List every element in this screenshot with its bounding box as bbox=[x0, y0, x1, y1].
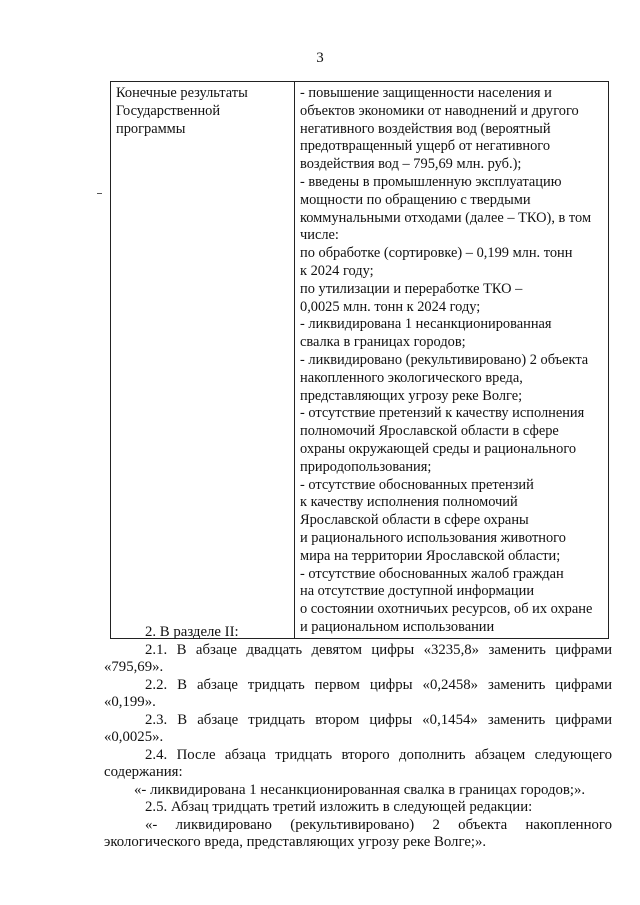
value-line: Ярославской области в сфере охраны bbox=[300, 512, 529, 529]
value-line: - отсутствие обоснованных жалоб граждан bbox=[300, 565, 564, 582]
value-cell bbox=[295, 82, 609, 639]
label-line: Конечные результаты bbox=[116, 85, 248, 101]
paragraph-2-3: 2.3. В абзаце тридцать втором цифры «0,1454» заменить цифрами bbox=[145, 711, 612, 728]
value-line: по утилизации и переработке ТКО – bbox=[300, 280, 523, 297]
paragraph-2-1-tail: «795,69». bbox=[104, 659, 164, 675]
value-line: и рационального использования животного bbox=[300, 529, 566, 546]
label-cell bbox=[111, 82, 295, 639]
table-row bbox=[111, 82, 609, 639]
value-line: - ликвидирована 1 несанкционированная bbox=[300, 316, 552, 333]
value-line: о состоянии охотничьих ресурсов, об их охране bbox=[300, 601, 593, 618]
paragraph-2-3-tail: «0,0025». bbox=[104, 729, 164, 745]
value-line: предотвращенный ущерб от негативного bbox=[300, 138, 551, 155]
value-line: охраны окружающей среды и рационального bbox=[300, 440, 577, 457]
value-line: - отсутствие претензий к качеству исполнения bbox=[300, 405, 585, 422]
value-line: - повышение защищенности населения и bbox=[300, 85, 552, 101]
value-line: воздействия вод – 795,69 млн. руб.); bbox=[300, 156, 522, 173]
label-line: программы bbox=[116, 120, 186, 137]
value-line: 0,0025 млн. тонн к 2024 году; bbox=[300, 298, 481, 315]
value-line: числе: bbox=[300, 227, 339, 244]
value-line: представляющих угрозу реке Волге; bbox=[300, 387, 523, 404]
label-line: Государственной bbox=[116, 102, 221, 119]
paragraph-2-2-tail: «0,199». bbox=[104, 694, 156, 710]
value-line: негативного воздействия вод (вероятный bbox=[300, 120, 551, 137]
quoted-insert: «- ликвидирована 1 несанкционированная свалка в границах городов;». bbox=[134, 781, 586, 798]
value-line: коммунальными отходами (далее – ТКО), в том bbox=[300, 209, 592, 226]
quoted-replacement-tail: экологического вреда, представляющих угрозу реке Волге;». bbox=[104, 834, 487, 850]
value-line: природопользования; bbox=[300, 458, 432, 475]
paragraph-2-5: 2.5. Абзац тридцать третий изложить в следующей редакции: bbox=[145, 799, 533, 815]
paragraph-2-2: 2.2. В абзаце тридцать первом цифры «0,2458» заменить цифрами bbox=[145, 676, 612, 693]
value-line: - отсутствие обоснованных претензий bbox=[300, 476, 534, 493]
value-line: полномочий Ярославской области в сфере bbox=[300, 423, 559, 440]
quoted-replacement: «- ликвидировано (рекультивировано) 2 объекта накопленного bbox=[145, 816, 612, 833]
value-line: по обработке (сортировке) – 0,199 млн. тонн bbox=[300, 245, 573, 262]
value-line: накопленного экологического вреда, bbox=[300, 369, 523, 386]
paragraph-2-4-tail: содержания: bbox=[104, 764, 183, 780]
value-line: мира на территории Ярославской области; bbox=[300, 547, 561, 564]
value-line: - ликвидировано (рекультивировано) 2 объекта bbox=[300, 351, 589, 368]
value-line: на отсутствие доступной информации bbox=[300, 583, 535, 600]
value-line: мощности по обращению с твердыми bbox=[300, 191, 531, 208]
paragraph-2-4: 2.4. После абзаца тридцать второго дополнить абзацем следующего bbox=[145, 746, 612, 763]
results-table bbox=[110, 81, 609, 639]
value-line: объектов экономики от наводнений и другого bbox=[300, 102, 579, 119]
value-line: к 2024 году; bbox=[300, 262, 374, 279]
scan-mark bbox=[97, 193, 102, 194]
page-number: 3 bbox=[316, 50, 324, 66]
value-line: и рациональном использовании bbox=[300, 618, 495, 635]
value-line: свалка в границах городов; bbox=[300, 334, 466, 351]
document-body bbox=[104, 624, 612, 852]
paragraph-2-1: 2.1. В абзаце двадцать девятом цифры «3235,8» заменить цифрами bbox=[145, 641, 612, 658]
value-line: - введены в промышленную эксплуатацию bbox=[300, 173, 562, 190]
section-heading: 2. В разделе II: bbox=[145, 624, 239, 640]
value-line: к качеству исполнения полномочий bbox=[300, 494, 518, 511]
